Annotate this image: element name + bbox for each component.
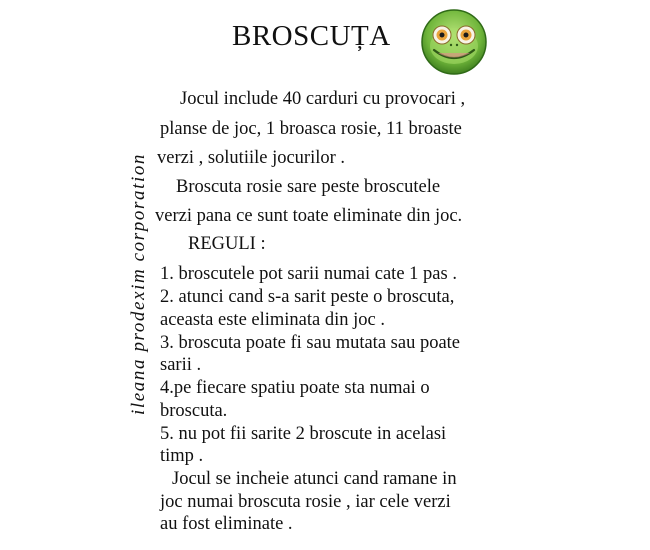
- intro-line: planse de joc, 1 broasca rosie, 11 broaste: [160, 119, 462, 139]
- intro-line: verzi , solutiile jocurilor .: [157, 148, 346, 168]
- frog-face-icon: [420, 8, 488, 76]
- rule-line: sarii .: [160, 355, 202, 375]
- ending-line: au fost eliminate .: [160, 514, 293, 534]
- description-line: verzi pana ce sunt toate eliminate din joc.: [155, 206, 463, 226]
- rule-line: 1. broscutele pot sarii numai cate 1 pas .: [160, 264, 457, 284]
- rule-line: broscuta.: [160, 401, 228, 421]
- intro-line: Jocul include 40 carduri cu provocari ,: [180, 89, 466, 109]
- rule-line: 2. atunci cand s-a sarit peste o broscuta,: [160, 287, 455, 307]
- rule-line: timp .: [160, 446, 204, 466]
- rule-line: 5. nu pot fii sarite 2 broscute in acelasi: [160, 424, 447, 444]
- rules-heading: REGULI :: [188, 234, 266, 254]
- description-line: Broscuta rosie sare peste broscutele: [176, 177, 441, 197]
- page-title: BROSCUȚA: [232, 20, 391, 52]
- rule-line: 3. broscuta poate fi sau mutata sau poate: [160, 333, 461, 353]
- ending-line: Jocul se incheie atunci cand ramane in: [172, 469, 457, 489]
- side-caption: ileana prodexim corporation: [128, 152, 149, 415]
- rule-line: aceasta este eliminata din joc .: [160, 310, 385, 330]
- rule-line: 4.pe fiecare spatiu poate sta numai o: [160, 378, 430, 398]
- ending-line: joc numai broscuta rosie , iar cele verzi: [160, 492, 451, 512]
